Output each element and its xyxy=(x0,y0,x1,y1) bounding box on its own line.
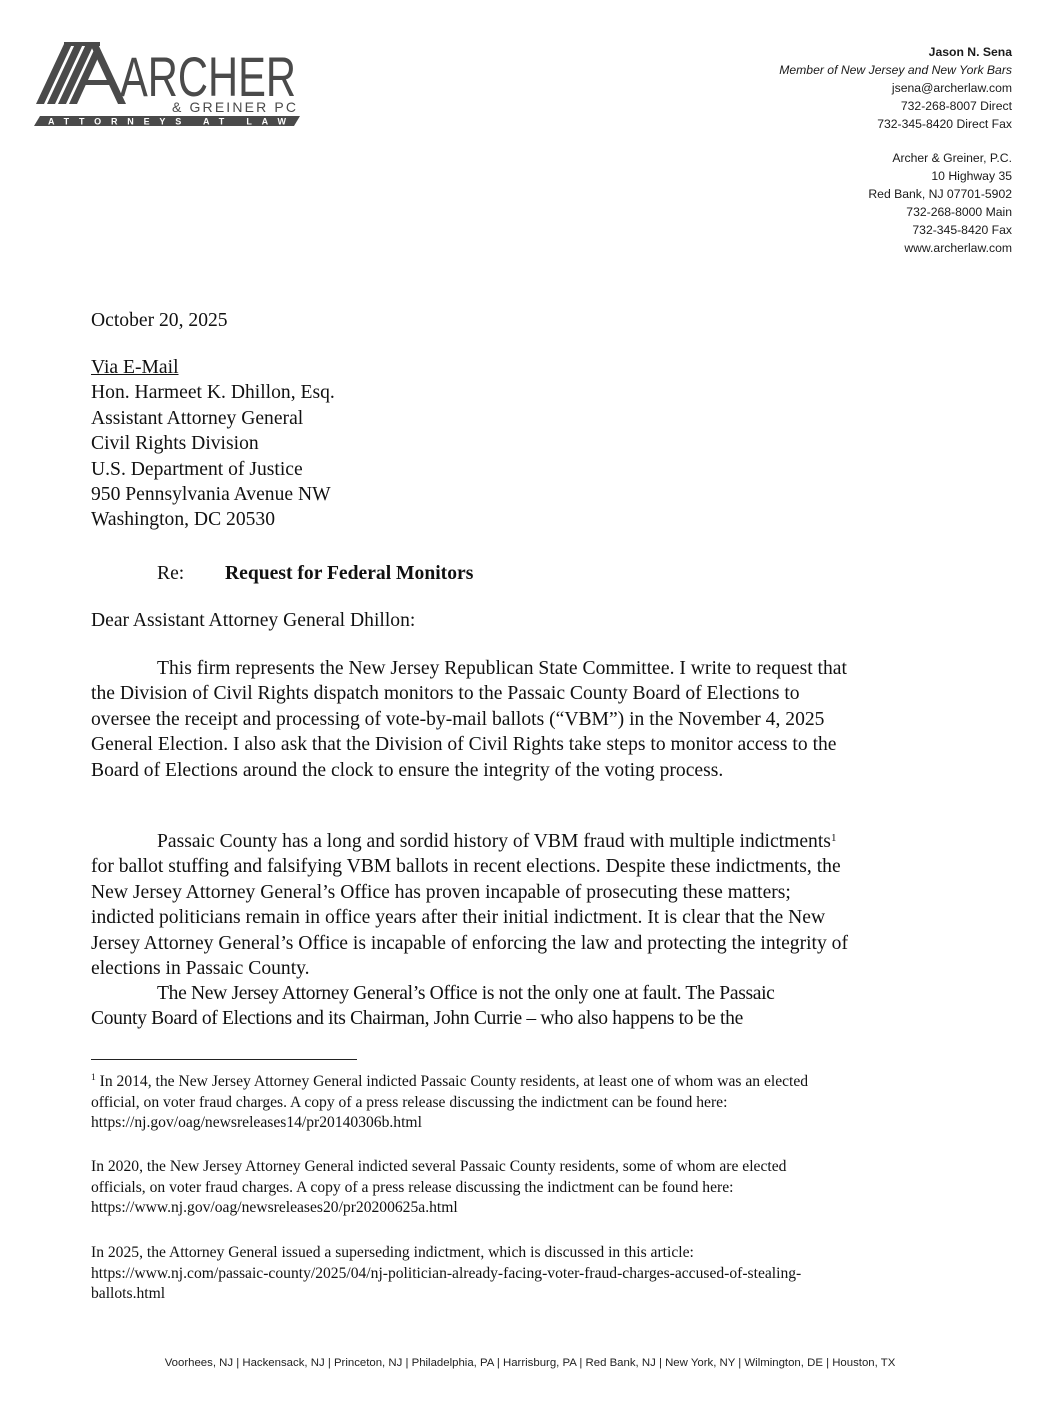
paragraph-line: elections in Passaic County. xyxy=(91,958,310,980)
footnote-reference[interactable]: 1 xyxy=(830,832,837,845)
footnote-line: officials, on voter fraud charges. A copy of a press release discussing the indictment can be found here: xyxy=(91,1178,734,1196)
firm-name: Archer & Greiner, P.C. xyxy=(892,151,1012,165)
footnote-link[interactable]: https://www.nj.com/passaic-county/2025/04/nj-politician-already-facing-voter-fraud-charges-accused-of-stealing- xyxy=(91,1264,802,1282)
paragraph-line: Passaic County has a long and sordid history of VBM fraud with multiple indictments xyxy=(157,831,831,852)
archer-greiner-logo xyxy=(34,40,302,130)
recipient-address xyxy=(91,355,961,533)
body-paragraph-1 xyxy=(91,656,961,783)
footnote-number: 1 xyxy=(91,1072,96,1083)
attorney-contact-block xyxy=(779,43,1012,133)
paragraph-line: indicted politicians remain in office years after their initial indictment. It is clear that the New xyxy=(91,907,826,929)
recipient-line: Assistant Attorney General xyxy=(91,407,304,429)
attorney-direct-fax: 732-345-8420 Direct Fax xyxy=(877,117,1012,131)
recipient-line: 950 Pennsylvania Avenue NW xyxy=(91,484,331,506)
recipient-line: U.S. Department of Justice xyxy=(91,458,303,480)
footnote-separator xyxy=(91,1059,357,1060)
office-locations-footer: Voorhees, NJ | Hackensack, NJ | Princeton, NJ | Philadelphia, PA | Harrisburg, PA | Red Bank, NJ | New York, NY | Wilmington, DE | Houston, TX xyxy=(164,1357,896,1369)
re-label: Re: xyxy=(157,563,185,584)
firm-main-phone: 732-268-8000 Main xyxy=(906,205,1012,219)
salutation: Dear Assistant Attorney General Dhillon: xyxy=(91,610,416,631)
body-paragraph-2 xyxy=(91,829,961,981)
recipient-line: Civil Rights Division xyxy=(91,433,259,455)
paragraph-line: oversee the receipt and processing of vote-by-mail ballots (“VBM”) in the November 4, 2025 xyxy=(91,708,825,730)
paragraph-line: Jersey Attorney General’s Office is incapable of enforcing the law and protecting the integrity of xyxy=(91,932,848,954)
paragraph-line: The New Jersey Attorney General’s Office is not the only one at fault. The Passaic xyxy=(157,983,775,1004)
attorney-email[interactable]: jsena@archerlaw.com xyxy=(891,81,1012,95)
firm-fax: 732-345-8420 Fax xyxy=(912,223,1012,237)
paragraph-line: This firm represents the New Jersey Republican State Committee. I write to request that xyxy=(157,658,847,679)
logo-tagline-text: ATTORNEYS AT LAW xyxy=(48,116,286,127)
footnote-1-continued-2025 xyxy=(91,1243,951,1305)
logo-graphic xyxy=(34,40,302,130)
recipient-line: Washington, DC 20530 xyxy=(91,509,276,531)
logo-tagline-band xyxy=(34,116,300,126)
paragraph-line: for ballot stuffing and falsifying VBM ballots in recent elections. Despite these indictments, the xyxy=(91,856,841,878)
recipient-line: Hon. Harmeet K. Dhillon, Esq. xyxy=(91,382,335,404)
footnote-link[interactable]: https://nj.gov/oag/newsreleases14/pr20140306b.html xyxy=(91,1114,422,1132)
firm-website[interactable]: www.archerlaw.com xyxy=(904,241,1012,255)
footnote-line: In 2020, the New Jersey Attorney General indicted several Passaic County residents, some of whom are elected xyxy=(91,1158,787,1175)
letter-date: October 20, 2025 xyxy=(91,310,228,331)
paragraph-line: Board of Elections around the clock to ensure the integrity of the voting process. xyxy=(91,759,724,781)
logo-sub-text: & GREINER PC xyxy=(172,99,296,115)
paragraph-line: General Election. I also ask that the Division of Civil Rights take steps to monitor access to the xyxy=(91,734,837,756)
paragraph-line: the Division of Civil Rights dispatch monitors to the Passaic County Board of Elections to xyxy=(91,683,800,705)
paragraph-line: New Jersey Attorney General’s Office has proven incapable of prosecuting these matters; xyxy=(91,881,791,903)
firm-address-block xyxy=(868,149,1012,257)
footnote-line: In 2014, the New Jersey Attorney General indicted Passaic County residents, at least one of whom was an elected xyxy=(99,1073,809,1090)
logo-main-text: ARCHER xyxy=(120,45,296,108)
attorney-bars: Member of New Jersey and New York Bars xyxy=(779,63,1012,77)
footnote-line: official, on voter fraud charges. A copy of a press release discussing the indictment can be found here: xyxy=(91,1093,728,1111)
re-subject: Request for Federal Monitors xyxy=(225,563,474,584)
footnote-link[interactable]: https://www.nj.gov/oag/newsreleases20/pr20200625a.html xyxy=(91,1199,458,1217)
footnote-1-continued-2020 xyxy=(91,1157,951,1219)
body-paragraph-3 xyxy=(91,981,961,1032)
attorney-name: Jason N. Sena xyxy=(928,45,1012,59)
paragraph-line: County Board of Elections and its Chairman, John Currie – who also happens to be the xyxy=(91,1008,743,1030)
footnote-1 xyxy=(91,1072,951,1134)
footnote-line: In 2025, the Attorney General issued a superseding indictment, which is discussed in this article: xyxy=(91,1244,694,1261)
footnote-link-continued[interactable]: ballots.html xyxy=(91,1285,166,1303)
delivery-method: Via E-Mail xyxy=(91,357,179,378)
subject-line xyxy=(91,561,961,586)
attorney-direct-phone: 732-268-8007 Direct xyxy=(900,99,1012,113)
firm-street: 10 Highway 35 xyxy=(931,169,1012,183)
logo-stripes-icon xyxy=(36,42,126,104)
firm-city: Red Bank, NJ 07701-5902 xyxy=(868,187,1012,201)
